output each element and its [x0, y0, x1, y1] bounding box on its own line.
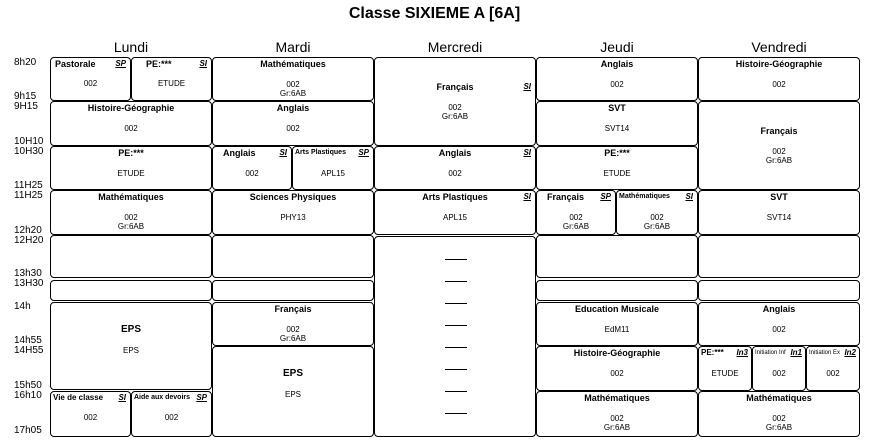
time-label: 11H25	[14, 190, 43, 201]
lesson-name: SVT	[608, 103, 626, 113]
lesson-sciences-physiques[interactable]	[212, 190, 374, 235]
day-header-wednesday: Mercredi	[427, 39, 483, 55]
lesson-tag: SP	[358, 148, 369, 157]
lesson-svt[interactable]	[698, 190, 860, 235]
lesson-tag: SI	[199, 59, 207, 68]
lesson-name: Arts Plastiques	[422, 192, 488, 202]
lesson-pastorale[interactable]	[50, 57, 131, 101]
time-label: 9h15	[14, 91, 37, 102]
time-label: 13H30	[14, 278, 44, 289]
lesson-name: Initiation Ex	[809, 350, 841, 356]
lesson-tag: In3	[736, 348, 748, 357]
lesson-room: 002	[83, 413, 98, 422]
lesson-pe-etude[interactable]	[50, 146, 212, 190]
lesson-histoire-geographie[interactable]	[50, 101, 212, 146]
lesson-name: Anglais	[223, 148, 256, 158]
empty-slot	[50, 280, 212, 301]
lesson-room: 002	[826, 369, 840, 378]
time-label: 14h55	[14, 335, 42, 346]
lesson-tag: In2	[844, 348, 856, 357]
empty-slot	[212, 235, 374, 278]
empty-slot	[50, 235, 212, 278]
empty-slot	[698, 235, 860, 278]
lesson-initiation-ex[interactable]	[806, 346, 860, 391]
afternoon-off-block	[374, 236, 536, 437]
lesson-svt[interactable]	[536, 101, 698, 146]
day-header-monday: Lundi	[113, 39, 149, 55]
lesson-name: PE:***	[118, 148, 144, 158]
lesson-room: 002	[610, 369, 624, 378]
lesson-group: Gr:6AB	[279, 334, 307, 343]
lesson-aide-aux-devoirs[interactable]	[131, 391, 212, 437]
time-label: 16h10	[14, 390, 42, 401]
lesson-mathematiques[interactable]	[536, 391, 698, 437]
lesson-room: 002	[448, 169, 462, 178]
lesson-name: Sciences Physiques	[249, 192, 337, 202]
lesson-tag: SI	[118, 393, 126, 402]
lesson-room: 002	[569, 213, 583, 222]
lesson-name: Initiation Inf	[755, 350, 786, 356]
lesson-room: SVT14	[604, 124, 630, 133]
lesson-name: Arts Plastiques	[295, 149, 346, 156]
lesson-tag: SP	[115, 59, 126, 68]
lesson-name: PE:***	[146, 59, 172, 69]
lesson-anglais[interactable]	[698, 302, 860, 346]
empty-slot	[212, 280, 374, 301]
lesson-pe-etude[interactable]	[131, 57, 212, 101]
empty-slot	[698, 280, 860, 301]
lesson-name: Mathématiques	[584, 393, 650, 403]
day-header-tuesday: Mardi	[275, 39, 311, 55]
time-label: 10H30	[14, 146, 44, 157]
lesson-room: 002	[286, 325, 300, 334]
empty-dash	[445, 413, 467, 414]
time-label: 9H15	[14, 101, 38, 112]
lesson-room: 002	[650, 213, 664, 222]
lesson-tag: In1	[790, 348, 802, 357]
lesson-room: ETUDE	[711, 369, 739, 378]
empty-dash	[445, 281, 467, 282]
lesson-tag: SI	[523, 148, 531, 157]
lesson-francais[interactable]	[374, 57, 536, 146]
day-header-thursday: Jeudi	[600, 39, 634, 55]
empty-dash	[445, 325, 467, 326]
lesson-name: Mathématiques	[260, 59, 326, 69]
lesson-tag: SI	[279, 148, 287, 157]
lesson-histoire-geographie[interactable]	[536, 346, 698, 391]
lesson-name: Vie de classe	[53, 393, 104, 402]
time-label: 14H55	[14, 345, 44, 356]
lesson-mathematiques[interactable]	[698, 391, 860, 437]
lesson-name: PE:***	[604, 148, 630, 158]
lesson-mathematiques[interactable]	[212, 57, 374, 101]
lesson-room: 002	[164, 413, 179, 422]
time-label: 12H20	[14, 235, 44, 246]
lesson-room: 002	[772, 414, 786, 423]
time-label: 17h05	[14, 425, 42, 436]
empty-dash	[445, 391, 467, 392]
lesson-anglais[interactable]	[374, 146, 536, 190]
lesson-group: Gr:6AB	[562, 222, 590, 231]
lesson-name: Pastorale	[55, 59, 96, 69]
lesson-room: 002	[124, 124, 138, 133]
lesson-name: Anglais	[276, 103, 310, 113]
lesson-room: 002	[245, 169, 259, 178]
lesson-name: EPS	[282, 368, 303, 379]
lesson-group: Gr:6AB	[441, 112, 469, 121]
lesson-room: EdM11	[604, 325, 630, 334]
lesson-eps[interactable]	[50, 302, 212, 390]
lesson-name: Anglais	[438, 148, 472, 158]
lesson-francais[interactable]	[536, 190, 616, 235]
lesson-initiation-inf[interactable]	[752, 346, 806, 391]
lesson-name: EPS	[120, 324, 141, 335]
lesson-mathematiques[interactable]	[616, 190, 698, 235]
empty-slot	[536, 280, 698, 301]
lesson-francais[interactable]	[212, 302, 374, 346]
lesson-histoire-geographie[interactable]	[698, 57, 860, 101]
lesson-name: Mathématiques	[746, 393, 812, 403]
lesson-group: Gr:6AB	[117, 222, 145, 231]
lesson-group: Gr:6AB	[765, 423, 793, 432]
lesson-name: Histoire-Géographie	[735, 59, 823, 69]
lesson-name: Français	[436, 82, 474, 92]
lesson-name: Histoire-Géographie	[573, 348, 661, 358]
lesson-room: ETUDE	[117, 169, 145, 178]
lesson-name: Anglais	[762, 304, 796, 314]
time-label: 14h	[14, 301, 31, 312]
lesson-name: Anglais	[600, 59, 634, 69]
time-label: 11H25	[14, 180, 43, 191]
lesson-room: SVT14	[766, 213, 792, 222]
lesson-tag: SP	[600, 192, 611, 201]
lesson-room: 002	[772, 147, 786, 156]
lesson-room: 002	[772, 80, 786, 89]
empty-dash	[445, 369, 467, 370]
lesson-anglais[interactable]	[212, 146, 292, 190]
lesson-group: Gr:6AB	[643, 222, 671, 231]
lesson-room: 002	[772, 325, 786, 334]
lesson-room: EPS	[122, 346, 139, 355]
lesson-arts-plastiques[interactable]	[292, 146, 374, 190]
lesson-name: Français	[274, 304, 312, 314]
lesson-group: Gr:6AB	[765, 156, 793, 165]
day-header-friday: Vendredi	[751, 39, 807, 55]
lesson-room: ETUDE	[157, 79, 186, 88]
lesson-name: Mathématiques	[98, 192, 164, 202]
time-label: 8h20	[14, 57, 37, 68]
lesson-room: EPS	[284, 390, 301, 399]
lesson-tag: SP	[196, 393, 207, 402]
time-label: 15h50	[14, 380, 42, 391]
lesson-pe-etude[interactable]	[698, 346, 752, 391]
lesson-room: 002	[610, 80, 624, 89]
lesson-tag: SI	[685, 192, 693, 201]
lesson-eps[interactable]	[212, 346, 374, 437]
empty-slot	[536, 235, 698, 278]
time-label: 13h30	[14, 268, 42, 279]
empty-dash	[445, 303, 467, 304]
lesson-room: 002	[448, 103, 462, 112]
lesson-name: Histoire-Géographie	[87, 103, 175, 113]
lesson-arts-plastiques[interactable]	[374, 190, 536, 235]
lesson-room: 002	[124, 213, 138, 222]
lesson-room: 002	[772, 369, 786, 378]
lesson-room: 002	[286, 80, 300, 89]
lesson-name: Mathématiques	[619, 193, 670, 200]
lesson-mathematiques[interactable]	[50, 190, 212, 235]
lesson-room: 002	[83, 79, 98, 88]
empty-dash	[445, 347, 467, 348]
lesson-group: Gr:6AB	[279, 89, 307, 98]
lesson-room: ETUDE	[603, 169, 631, 178]
lesson-name: Aide aux devoirs	[134, 394, 191, 401]
lesson-room: APL15	[442, 213, 468, 222]
lesson-room: 002	[286, 124, 300, 133]
page-title: Classe SIXIEME A [6A]	[348, 5, 521, 22]
empty-dash	[445, 259, 467, 260]
lesson-name: SVT	[770, 192, 788, 202]
lesson-name: Français	[760, 126, 798, 136]
lesson-room: 002	[610, 414, 624, 423]
lesson-tag: SI	[523, 82, 531, 91]
lesson-name: Education Musicale	[574, 304, 660, 314]
lesson-name: Français	[547, 192, 585, 202]
lesson-anglais[interactable]	[536, 57, 698, 101]
lesson-group: Gr:6AB	[603, 423, 631, 432]
lesson-anglais[interactable]	[212, 101, 374, 146]
lesson-room: APL15	[320, 169, 346, 178]
lesson-francais[interactable]	[698, 101, 860, 190]
lesson-room: PHY13	[280, 213, 306, 222]
time-label: 12h20	[14, 225, 42, 236]
lesson-tag: SI	[523, 192, 531, 201]
time-label: 10H10	[14, 136, 44, 147]
lesson-vie-de-classe[interactable]	[50, 391, 131, 437]
lesson-pe-etude[interactable]	[536, 146, 698, 190]
lesson-education-musicale[interactable]	[536, 302, 698, 346]
lesson-name: PE:***	[701, 348, 724, 357]
